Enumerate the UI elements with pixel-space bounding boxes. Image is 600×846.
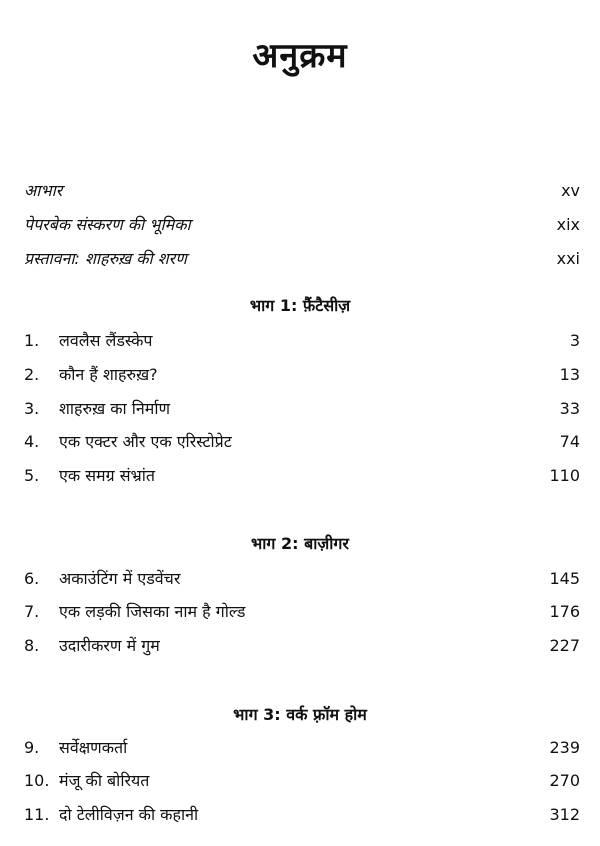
chapter-number: 8.: [24, 636, 40, 655]
chapter-entry[interactable]: [24, 327, 580, 355]
entry-label: पेपरबेक संस्करण की भूमिका: [24, 215, 191, 234]
chapter-title: कौन हैं शाहरुख़?: [59, 365, 158, 384]
chapter-title: दो टेलीविज़न की कहानी: [59, 805, 199, 824]
chapter-page: 239: [549, 738, 580, 757]
chapter-title: उदारीकरण में गुम: [59, 636, 160, 655]
chapter-title: सर्वेक्षणकर्ता: [59, 738, 128, 757]
chapter-title: अकाउंटिंग में एडवेंचर: [59, 569, 181, 588]
chapter-number: 7.: [24, 602, 40, 621]
chapter-entry[interactable]: [24, 428, 580, 456]
chapter-number: 11.: [24, 805, 50, 824]
chapter-number: 4.: [24, 432, 40, 451]
chapter-entry[interactable]: [24, 734, 580, 762]
chapter-title: लवलैस लैंडस्केप: [59, 331, 153, 350]
chapter-title: एक समग्र संभ्रांत: [59, 466, 156, 485]
part-heading: भाग 1: फ़ैंटैसीज़: [249, 296, 351, 315]
chapter-page: 270: [549, 771, 580, 790]
chapter-entry[interactable]: [24, 361, 580, 389]
chapter-entry[interactable]: [24, 395, 580, 423]
chapter-page: 3: [569, 331, 580, 350]
entry-page: xxi: [556, 249, 580, 268]
chapter-title: एक एक्टर और एक एरिस्टोप्रेट: [59, 432, 232, 451]
chapter-entry[interactable]: [24, 632, 580, 660]
chapter-entry[interactable]: [24, 767, 580, 795]
chapter-page: 13: [559, 365, 580, 384]
chapter-title: मंजू की बोरियत: [59, 771, 150, 790]
toc-title: अनुक्रम: [252, 36, 348, 76]
entry-label: प्रस्तावना: शाहरुख़ की शरण: [24, 249, 187, 268]
chapter-entry[interactable]: [24, 565, 580, 593]
chapter-entry[interactable]: [24, 598, 580, 626]
chapter-page: 33: [559, 399, 580, 418]
chapter-page: 145: [549, 569, 580, 588]
chapter-number: 3.: [24, 399, 40, 418]
chapter-page: 74: [559, 432, 580, 451]
entry-page: xv: [561, 181, 580, 200]
entry-page: xix: [556, 215, 580, 234]
chapter-number: 10.: [24, 771, 50, 790]
chapter-number: 6.: [24, 569, 40, 588]
chapter-number: 9.: [24, 738, 40, 757]
chapter-title: एक लड़की जिसका नाम है गोल्ड: [59, 602, 246, 621]
chapter-title: शाहरुख़ का निर्माण: [59, 399, 171, 418]
chapter-page: 176: [549, 602, 580, 621]
chapter-number: 2.: [24, 365, 40, 384]
front-matter-entry[interactable]: [24, 178, 580, 204]
chapter-entry[interactable]: [24, 462, 580, 490]
chapter-page: 312: [549, 805, 580, 824]
chapter-page: 110: [549, 466, 580, 485]
entry-label: आभार: [24, 181, 63, 200]
chapter-entry[interactable]: [24, 801, 580, 829]
part-heading: भाग 2: बाज़ीगर: [251, 534, 349, 553]
front-matter-entry[interactable]: [24, 246, 580, 272]
front-matter-entry[interactable]: [24, 212, 580, 238]
chapter-page: 227: [549, 636, 580, 655]
part-heading: भाग 3: वर्क फ़्रॉम होम: [233, 705, 367, 724]
chapter-number: 1.: [24, 331, 40, 350]
chapter-number: 5.: [24, 466, 40, 485]
